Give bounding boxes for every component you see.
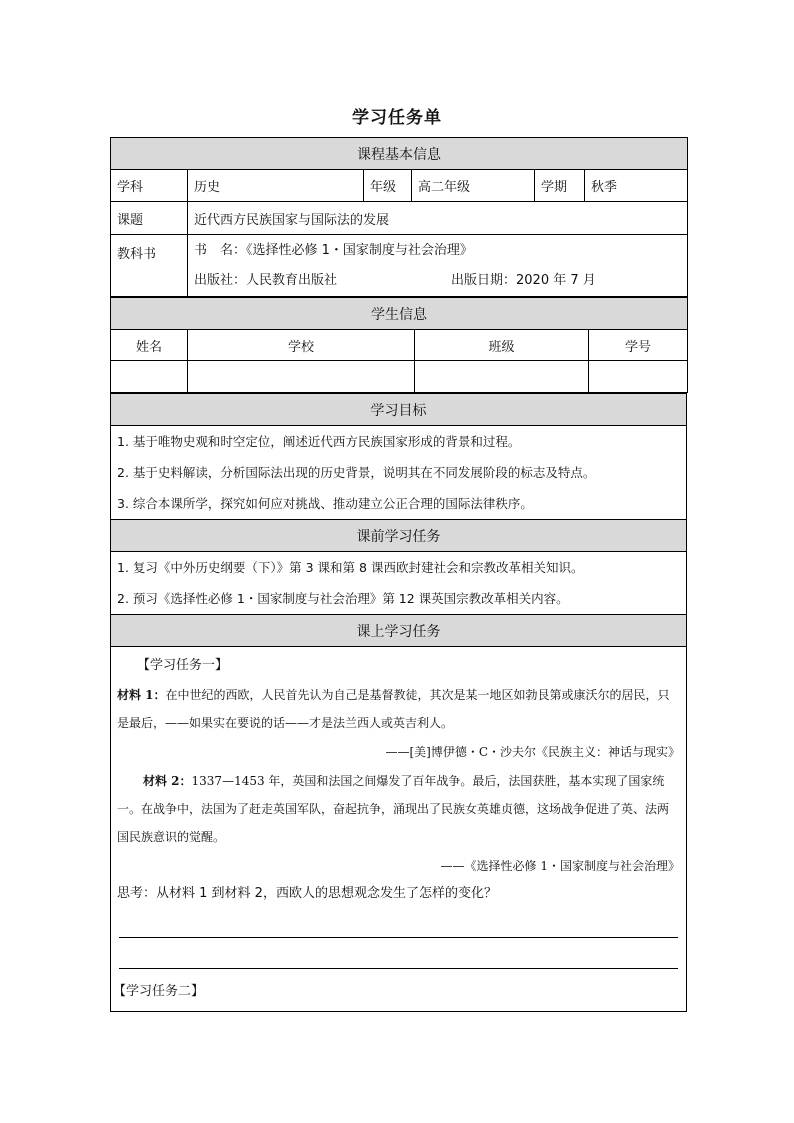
task-one-heading: 【学习任务一】 xyxy=(137,658,229,673)
topic-value: 近代西方民族国家与国际法的发展 xyxy=(188,202,688,235)
objective-item: 1. 基于唯物史观和时空定位，阐述近代西方民族国家形成的背景和过程。 xyxy=(117,434,521,449)
in-class-tasks-header: 课上学习任务 xyxy=(111,615,687,647)
grade-value: 高二年级 xyxy=(412,170,535,202)
material-two-label: 材料 2： xyxy=(143,774,192,788)
school-header: 学校 xyxy=(188,330,415,361)
answer-line[interactable] xyxy=(119,938,678,969)
material-two-text: 1337—1453 年，英国和法国之间爆发了百年战争。最后，法国获胜，基本实现了国家统一。在战争中，法国为了赶走英国军队，奋起抗争，涌现出了民族女英雄贞德，这场战争促进了英、法两国民族意识的觉醒。 xyxy=(117,774,670,844)
pre-task-item: 1. 复习《中外历史纲要（下）》第 3 课和第 8 课西欧封建社会和宗教改革相关知识。 xyxy=(117,560,584,575)
textbook-name: 书 名：《选择性必修 1・国家制度与社会治理》 xyxy=(194,242,473,258)
material-two xyxy=(117,767,680,851)
publisher: 出版社：人民教育出版社 xyxy=(194,272,338,288)
topic-label: 课题 xyxy=(111,202,188,235)
thinking-question: 思考：从材料 1 到材料 2，西欧人的思想观念发生了怎样的变化？ xyxy=(117,886,497,901)
material-one-label: 材料 1： xyxy=(117,688,166,702)
class-cell[interactable] xyxy=(415,361,589,393)
term-value: 秋季 xyxy=(585,170,688,202)
school-cell[interactable] xyxy=(188,361,415,393)
student-info-header: 学生信息 xyxy=(111,298,688,330)
pre-class-tasks-header: 课前学习任务 xyxy=(111,520,687,552)
task-sheet-table xyxy=(110,137,687,1012)
name-header: 姓名 xyxy=(111,330,188,361)
subject-label: 学科 xyxy=(111,170,188,202)
name-cell[interactable] xyxy=(111,361,188,393)
material-two-source: ——《选择性必修 1・国家制度与社会治理》 xyxy=(440,859,680,873)
material-one xyxy=(117,681,680,737)
subject-value: 历史 xyxy=(188,170,364,202)
material-one-text: 在中世纪的西欧，人民首先认为自己是基督教徒，其次是某一地区如勃艮第或康沃尔的居民，只是最后，——如果实在要说的话——才是法兰西人或英吉利人。 xyxy=(117,688,670,730)
class-header: 班级 xyxy=(415,330,589,361)
task-two-heading: 【学习任务二】 xyxy=(113,984,205,999)
publish-date: 出版日期：2020 年 7 月 xyxy=(451,272,596,288)
objectives-header: 学习目标 xyxy=(111,394,687,426)
term-label: 学期 xyxy=(535,170,585,202)
grade-label: 年级 xyxy=(364,170,412,202)
student-id-header: 学号 xyxy=(589,330,688,361)
objective-item: 2. 基于史料解读，分析国际法出现的历史背景，说明其在不同发展阶段的标志及特点。 xyxy=(117,465,596,480)
student-id-cell[interactable] xyxy=(589,361,688,393)
material-one-source: ——[美]博伊德・C・沙夫尔《民族主义：神话与现实》 xyxy=(385,745,680,759)
pre-task-item: 2. 预习《选择性必修 1・国家制度与社会治理》第 12 课英国宗教改革相关内容。 xyxy=(117,591,569,606)
objective-item: 3. 综合本课所学，探究如何应对挑战、推动建立公正合理的国际法律秩序。 xyxy=(117,496,533,511)
course-info-header: 课程基本信息 xyxy=(111,138,688,170)
textbook-label: 教科书 xyxy=(111,235,188,297)
answer-line[interactable] xyxy=(119,907,678,938)
page-title: 学习任务单 xyxy=(352,108,442,128)
